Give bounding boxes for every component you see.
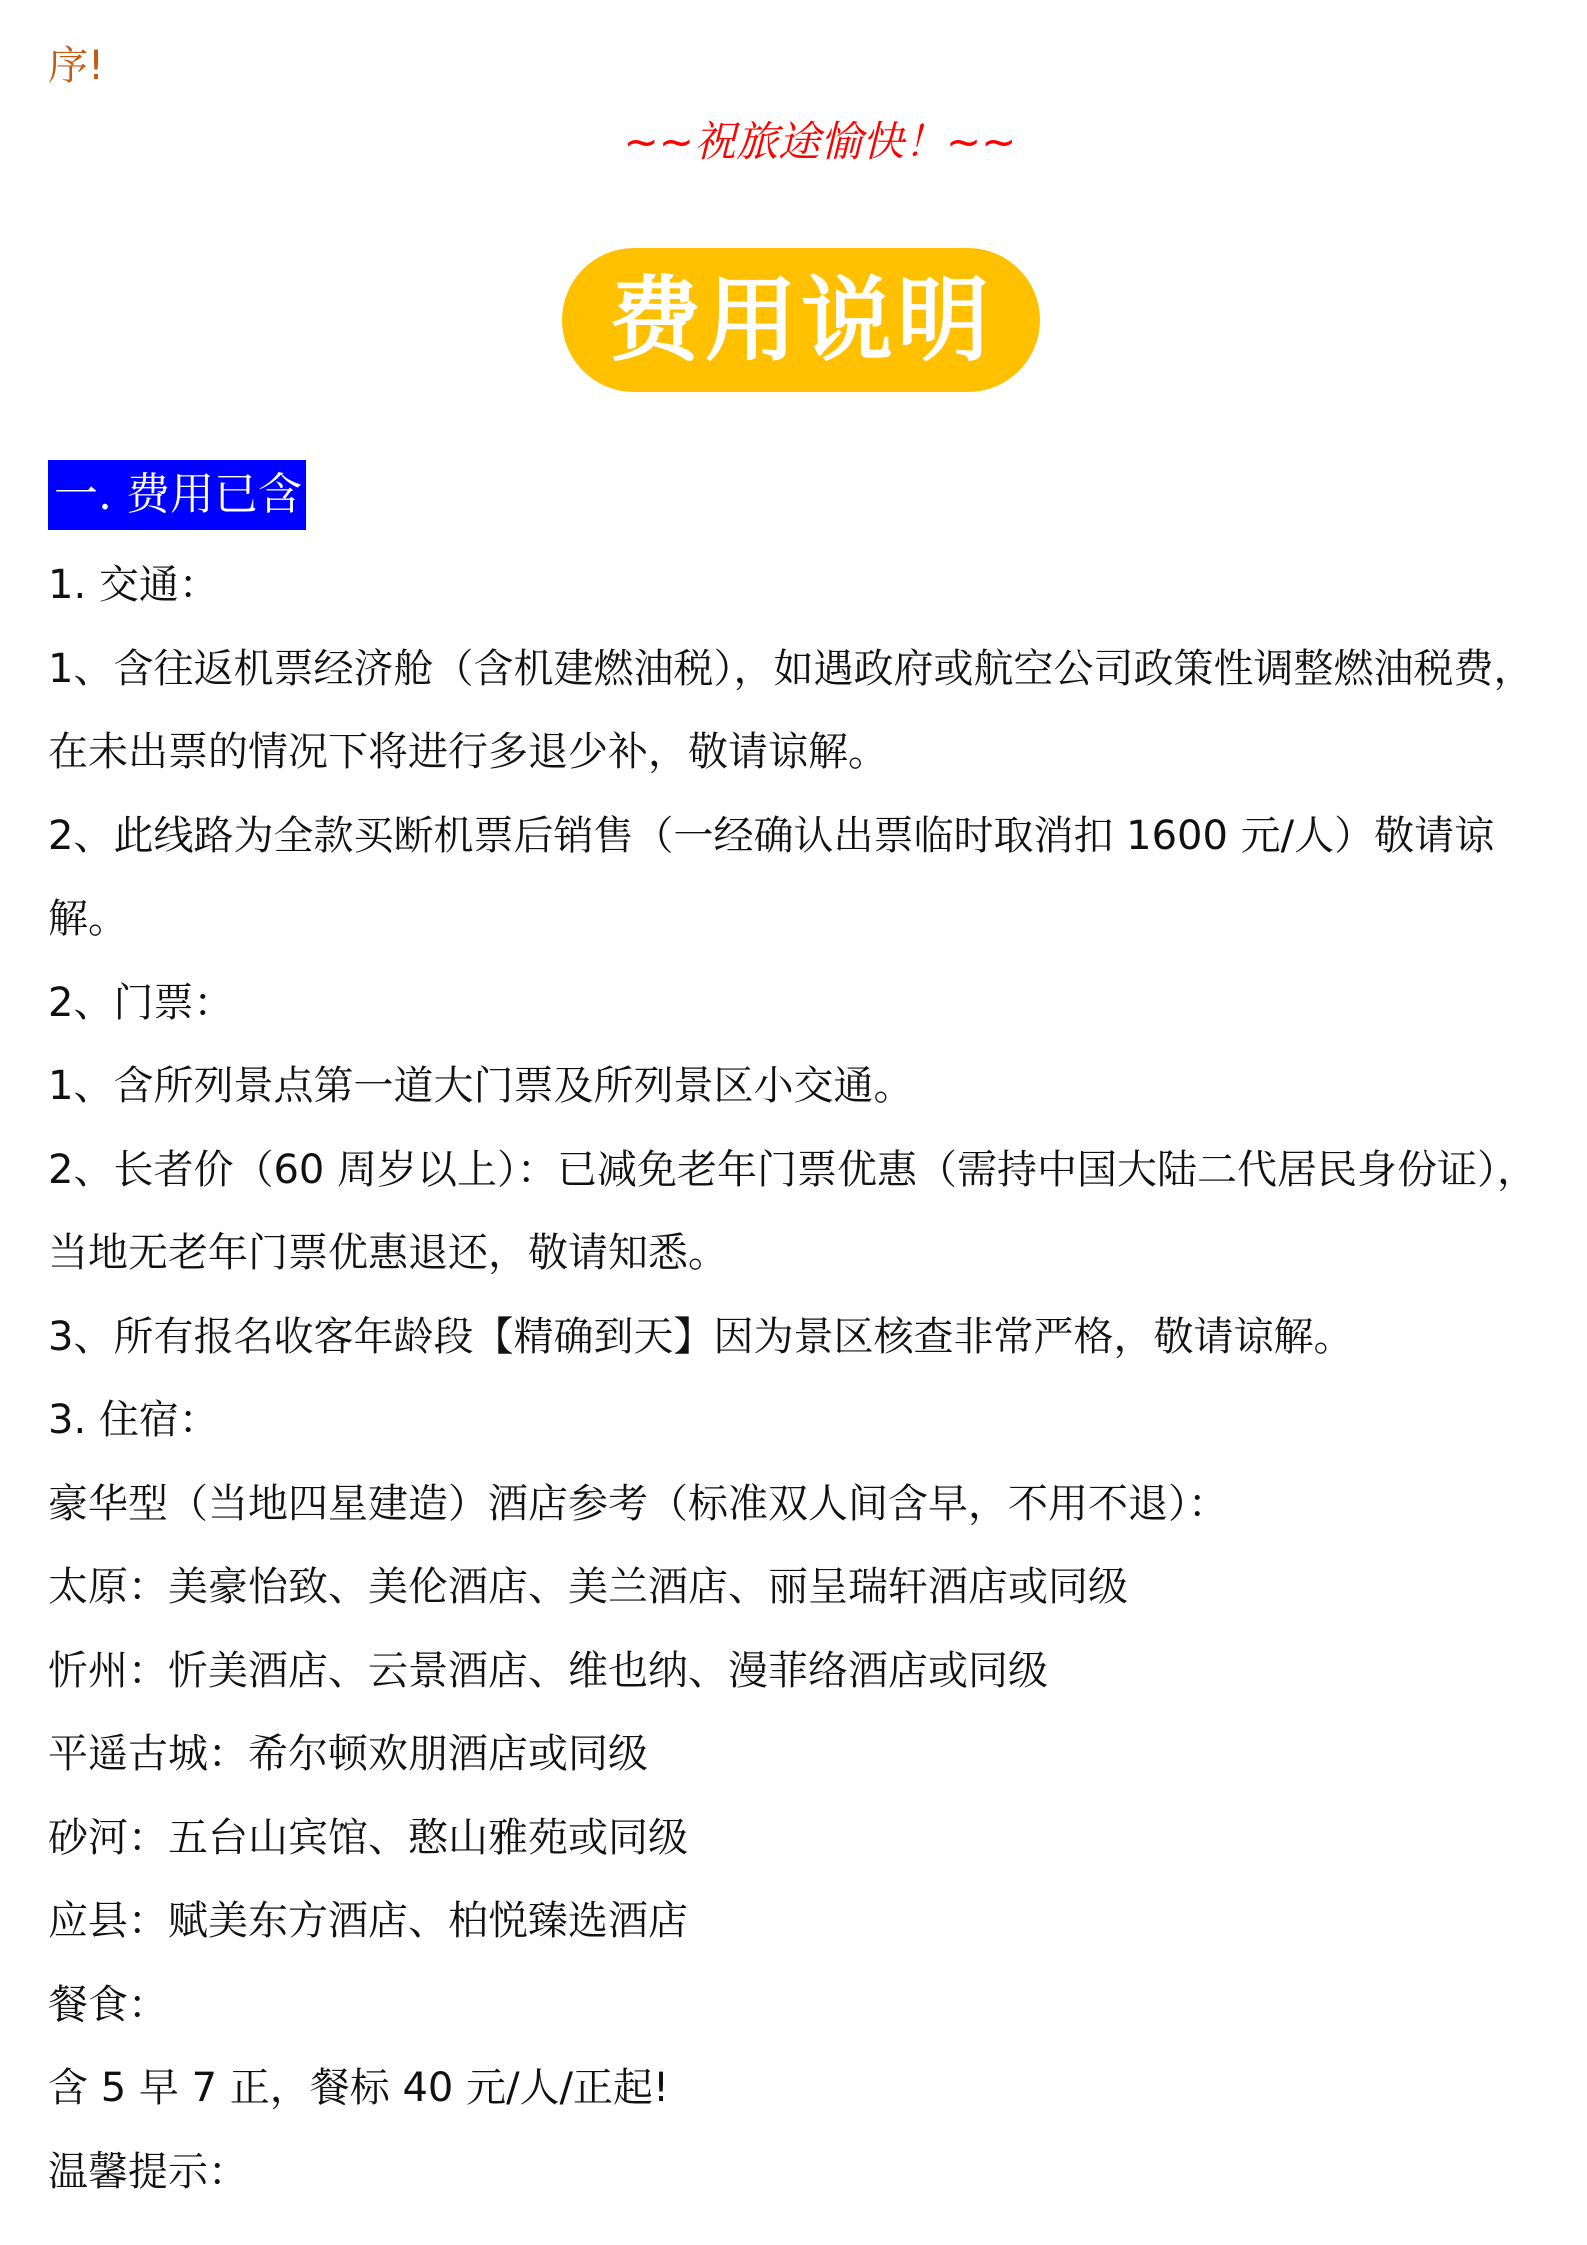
subheading-admission: 2、门票： [48,979,234,1026]
subheading-meals: 餐食： [48,1981,168,2028]
hotel-list-yingxian: 应县：赋美东方酒店、柏悦臻选酒店 [48,1898,688,1944]
hotel-list-xinzhou: 忻州：忻美酒店、云景酒店、维也纳、漫菲络酒店或同级 [48,1647,1048,1694]
hotel-list-shahe: 砂河：五台山宾馆、憨山雅苑或同级 [48,1814,688,1861]
subheading-accommodation: 3. 住宿： [48,1397,219,1443]
top-fragment-text: 序! [48,43,105,89]
paragraph-hotel-standard: 豪华型（当地四星建造）酒店参考（标准双人间含早，不用不退）： [48,1480,1228,1527]
paragraph-admission-scope: 1、含所列景点第一道大门票及所列景区小交通。 [48,1063,914,1109]
section-heading-fees-included: 一. 费用已含 [48,460,306,530]
greeting-text: ~~祝旅途愉快！~~ [623,117,1017,166]
subheading-tips: 温馨提示： [48,2148,248,2195]
page-title: 费用说明 [608,266,993,374]
paragraph-meal-standard: 含 5 早 7 正，餐标 40 元/人/正起! [48,2065,670,2111]
paragraph-age-check: 3、所有报名收客年龄段【精确到天】因为景区核查非常严格，敬请谅解。 [48,1313,1354,1360]
paragraph-senior-price: 2、长者价（60 周岁以上）：已减免老年门票优惠（需持中国大陆二代居民身份证），当地无老年门票优惠退还，敬请知悉。 [48,1146,1538,1276]
title-badge [562,248,1040,392]
subheading-transport: 1. 交通： [48,562,219,608]
hotel-list-pingyao: 平遥古城：希尔顿欢朋酒店或同级 [48,1731,648,1777]
hotel-list-taiyuan: 太原：美豪怡致、美伦酒店、美兰酒店、丽呈瑞轩酒店或同级 [48,1564,1128,1610]
paragraph-airfare: 1、含往返机票经济舱（含机建燃油税），如遇政府或航空公司政策性调整燃油税费，在未出票的情况下将进行多退少补，敬请谅解。 [48,645,1534,775]
paragraph-ticket-cancellation: 2、此线路为全款买断机票后销售（一经确认出票临时取消扣 1600 元/人）敬请谅解。 [48,812,1495,942]
fee-details-body [48,544,1548,2214]
